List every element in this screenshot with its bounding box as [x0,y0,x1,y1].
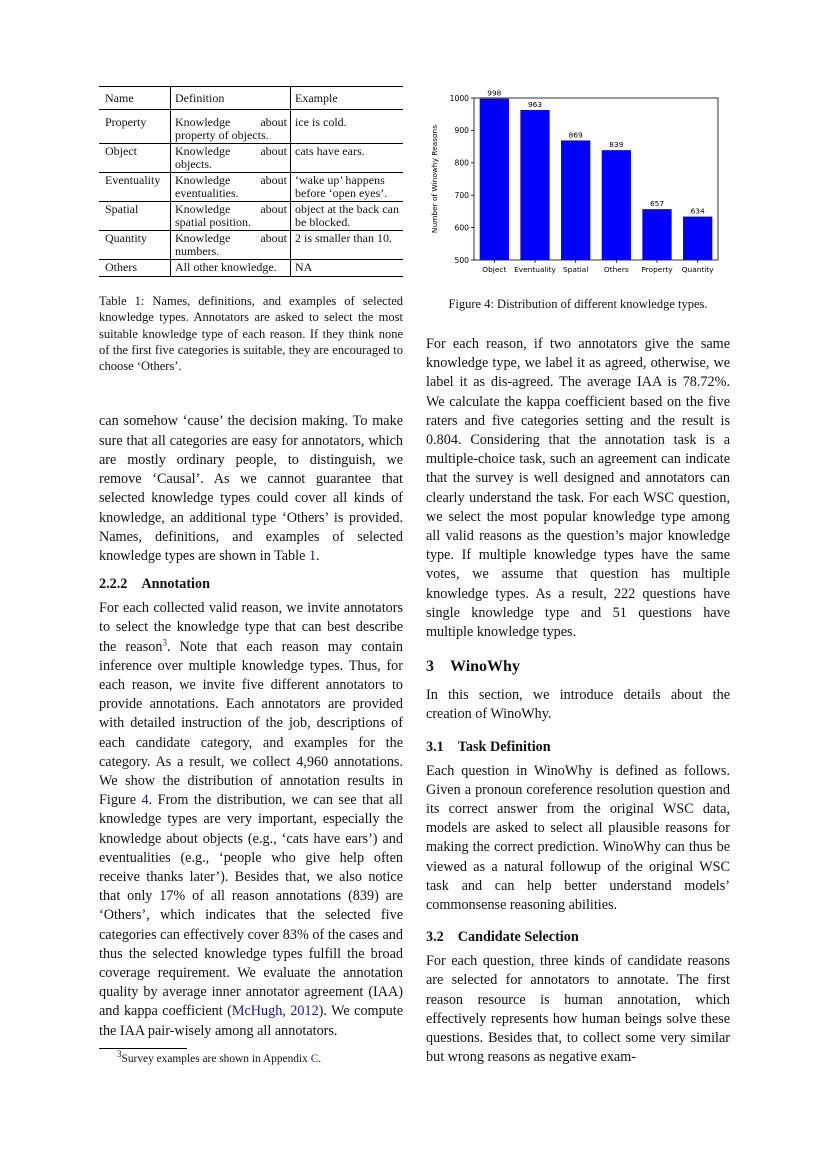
table-cell-definition: Knowledge about property of objects. [171,110,291,144]
right-paragraph-1: For each reason, if two annotators give the same knowledge type, we label it as agreed, otherwise, we label it as dis-agreed. The average IAA is 78.72%. We calculate the kappa coefficient based on the five raters and five categories setting and the result is 0.804. Considering that the annotation task is a multiple-choice task, such an agreement can indicate that the survey is well designed and annotators can clearly understand the task. For each WSC question, we select the most popular knowledge type among all valid reasons as the question’s major knowledge type. If multiple knowledge types have the same votes, we assume that question has multiple knowledge types. As a result, 222 questions have single knowledge type and 51 questions have multiple knowledge types. [426,336,730,641]
y-tick-label: 600 [454,223,469,233]
table-cell-name: Eventuality [99,173,171,202]
heading-number: 3 [426,658,434,676]
heading-number: 3.1 [426,738,444,755]
y-tick-label: 800 [454,158,469,168]
bar [683,217,712,260]
figure-4-chart [426,86,730,286]
x-tick-label: Quantity [681,265,714,274]
subsection-heading-candidate-selection [426,929,730,946]
table-row [99,110,403,144]
bar [480,99,509,260]
table-cell-definition: Knowledge about spatial position. [171,202,291,231]
y-tick-label: 500 [454,255,469,265]
y-tick-label: 1000 [449,93,469,103]
table-header-definition: Definition [171,87,291,110]
text-span: . From the distribution, we can see that all knowledge types are very important, especially the knowledge about objects (e.g., ‘cats have ears’) and eventualities (e.g., ‘people who give help often receive thanks later’). Besides that, we also notice that only 17% of all reason annotations (839) are ‘Others’, which indicates that the selected five categories can effectively cover 83% of the cases and thus the selected knowledge types fulfill the broad coverage requirement. We evaluate the annotation quality by average inner annotator agreement (IAA) and kappa coefficient ( [99,792,403,1020]
text-span: . [316,547,320,564]
table-cell-name: Spatial [99,202,171,231]
table-header-example: Example [291,87,404,110]
footnote-number: 3 [117,1048,122,1059]
subsection-heading-task-definition [426,739,730,756]
text-span: ). We compute the IAA pair-wisely among all annotators. [99,1003,403,1039]
right-paragraph-2: In this section, we introduce details about the creation of WinoWhy. [426,687,730,723]
subsection-heading-annotation [99,576,403,593]
table-cell-name: Others [99,260,171,277]
left-paragraph-2 [99,599,403,1041]
figure-ref-link[interactable]: 4 [141,792,149,809]
table-cell-name: Quantity [99,231,171,260]
section-heading-winowhy [426,658,730,676]
knowledge-types-table [99,86,403,277]
data-label: 998 [487,88,502,98]
table-row [99,231,403,260]
heading-text: Annotation [141,576,210,593]
table-header-row [99,87,403,110]
table-cell-example: NA [291,260,404,277]
data-label: 634 [690,206,705,216]
y-axis-label: Number of Winowhy Reasons [430,124,439,234]
footnote [99,1048,403,1066]
table-row [99,173,403,202]
table-cell-definition: Knowledge about eventualities. [171,173,291,202]
data-label: 657 [649,199,665,209]
bar [642,209,671,260]
table-row [99,260,403,277]
heading-number: 3.2 [426,929,444,946]
text-span: can somehow ‘cause’ the decision making. To make sure that all categories are easy for annotators, which are mostly ordinary people, to distinguish, we remove ‘Causal’. As we cannot guarantee that selected knowledge types could cover all kinds of knowledge, an additional type ‘Others’ is provided. Names, definitions, and examples of selected knowledge types are shown in Table [99,413,403,564]
bar [520,110,549,260]
x-tick-label: Others [603,265,629,274]
table-cell-example: cats have ears. [291,144,404,173]
right-column [426,86,730,1068]
bar-chart-svg [426,86,730,286]
text-span: Survey examples are shown in Appendix [121,1052,311,1065]
table-row [99,202,403,231]
x-tick-label: Eventuality [514,265,556,274]
heading-text: Task Definition [457,738,551,755]
heading-number: 2.2.2 [99,576,128,593]
table-cell-example: 2 is smaller than 10. [291,231,404,260]
table-cell-example: ‘wake up’ happens before ‘open eyes’. [291,173,404,202]
y-tick-label: 900 [454,126,469,136]
x-tick-label: Spatial [562,265,589,274]
text-span: . [318,1052,322,1065]
left-paragraph-1 [99,412,403,566]
table-ref-link[interactable]: 1 [308,547,317,564]
table-cell-example: object at the back can be blocked. [291,202,404,231]
table-cell-name: Object [99,144,171,173]
text-span: For each collected valid reason, we invite annotators to select the knowledge type that can best describe the reason [99,600,403,655]
table-caption: Table 1: Names, definitions, and examples of selected knowledge types. Annotators are asked to select the most suitable knowledge type of each reason. If they think none of the first five categories is suitable, they are encouraged to choose ‘Others’. [99,294,403,374]
data-label: 839 [609,140,624,150]
heading-text: Candidate Selection [457,929,579,946]
footnote-marker[interactable]: 3 [162,636,167,647]
table-cell-example: ice is cold. [295,115,347,129]
right-paragraph-4: For each question, three kinds of candidate reasons are selected for annotators to annotate. The first reason resource is human annotation, which effectively represents how human beings solve these questions. Besides that, to collect some very similar but wrong reasons as negative exam- [426,953,730,1066]
x-tick-label: Object [482,265,507,274]
text-span: . Note that each reason may contain inference over multiple knowledge types. Thus, for each reason, we invite five different annotators to provide annotations. Each annotators are provided with detailed instruction of the job, descriptions of each candidate category, and examples for the category. As a result, we collect 4,960 annotations. We show the distribution of annotation results in Figure [99,638,403,809]
x-tick-label: Property [641,265,673,274]
table-cell-definition: Knowledge about objects. [171,144,291,173]
table-cell-name: Property [99,110,171,144]
citation-link[interactable]: McHugh, 2012 [231,1003,319,1020]
figure-caption: Figure 4: Distribution of different knowledge types. [448,297,708,311]
bar [602,150,631,260]
table-header-name: Name [99,87,171,110]
table-cell-definition: Knowledge about numbers. [171,231,291,260]
data-label: 869 [568,130,583,140]
table-row [99,144,403,173]
plot-frame [474,98,718,260]
footnote-divider [99,1048,187,1049]
right-paragraph-3: Each question in WinoWhy is defined as follows. Given a pronoun coreference resolution question and its correct answer from the original WSC data, models are asked to select all plausible reasons for making the correct prediction. WinoWhy can thus be viewed as a natural followup of the original WSC task and can help better understand models’ commonsense reasoning abilities. [426,762,730,914]
y-tick-label: 700 [454,191,469,200]
bar [561,140,590,260]
left-column [99,86,403,1066]
appendix-link[interactable]: C [310,1052,319,1065]
table-cell-definition: All other knowledge. [171,260,291,277]
heading-text: WinoWhy [450,658,520,676]
data-label: 963 [527,99,543,109]
